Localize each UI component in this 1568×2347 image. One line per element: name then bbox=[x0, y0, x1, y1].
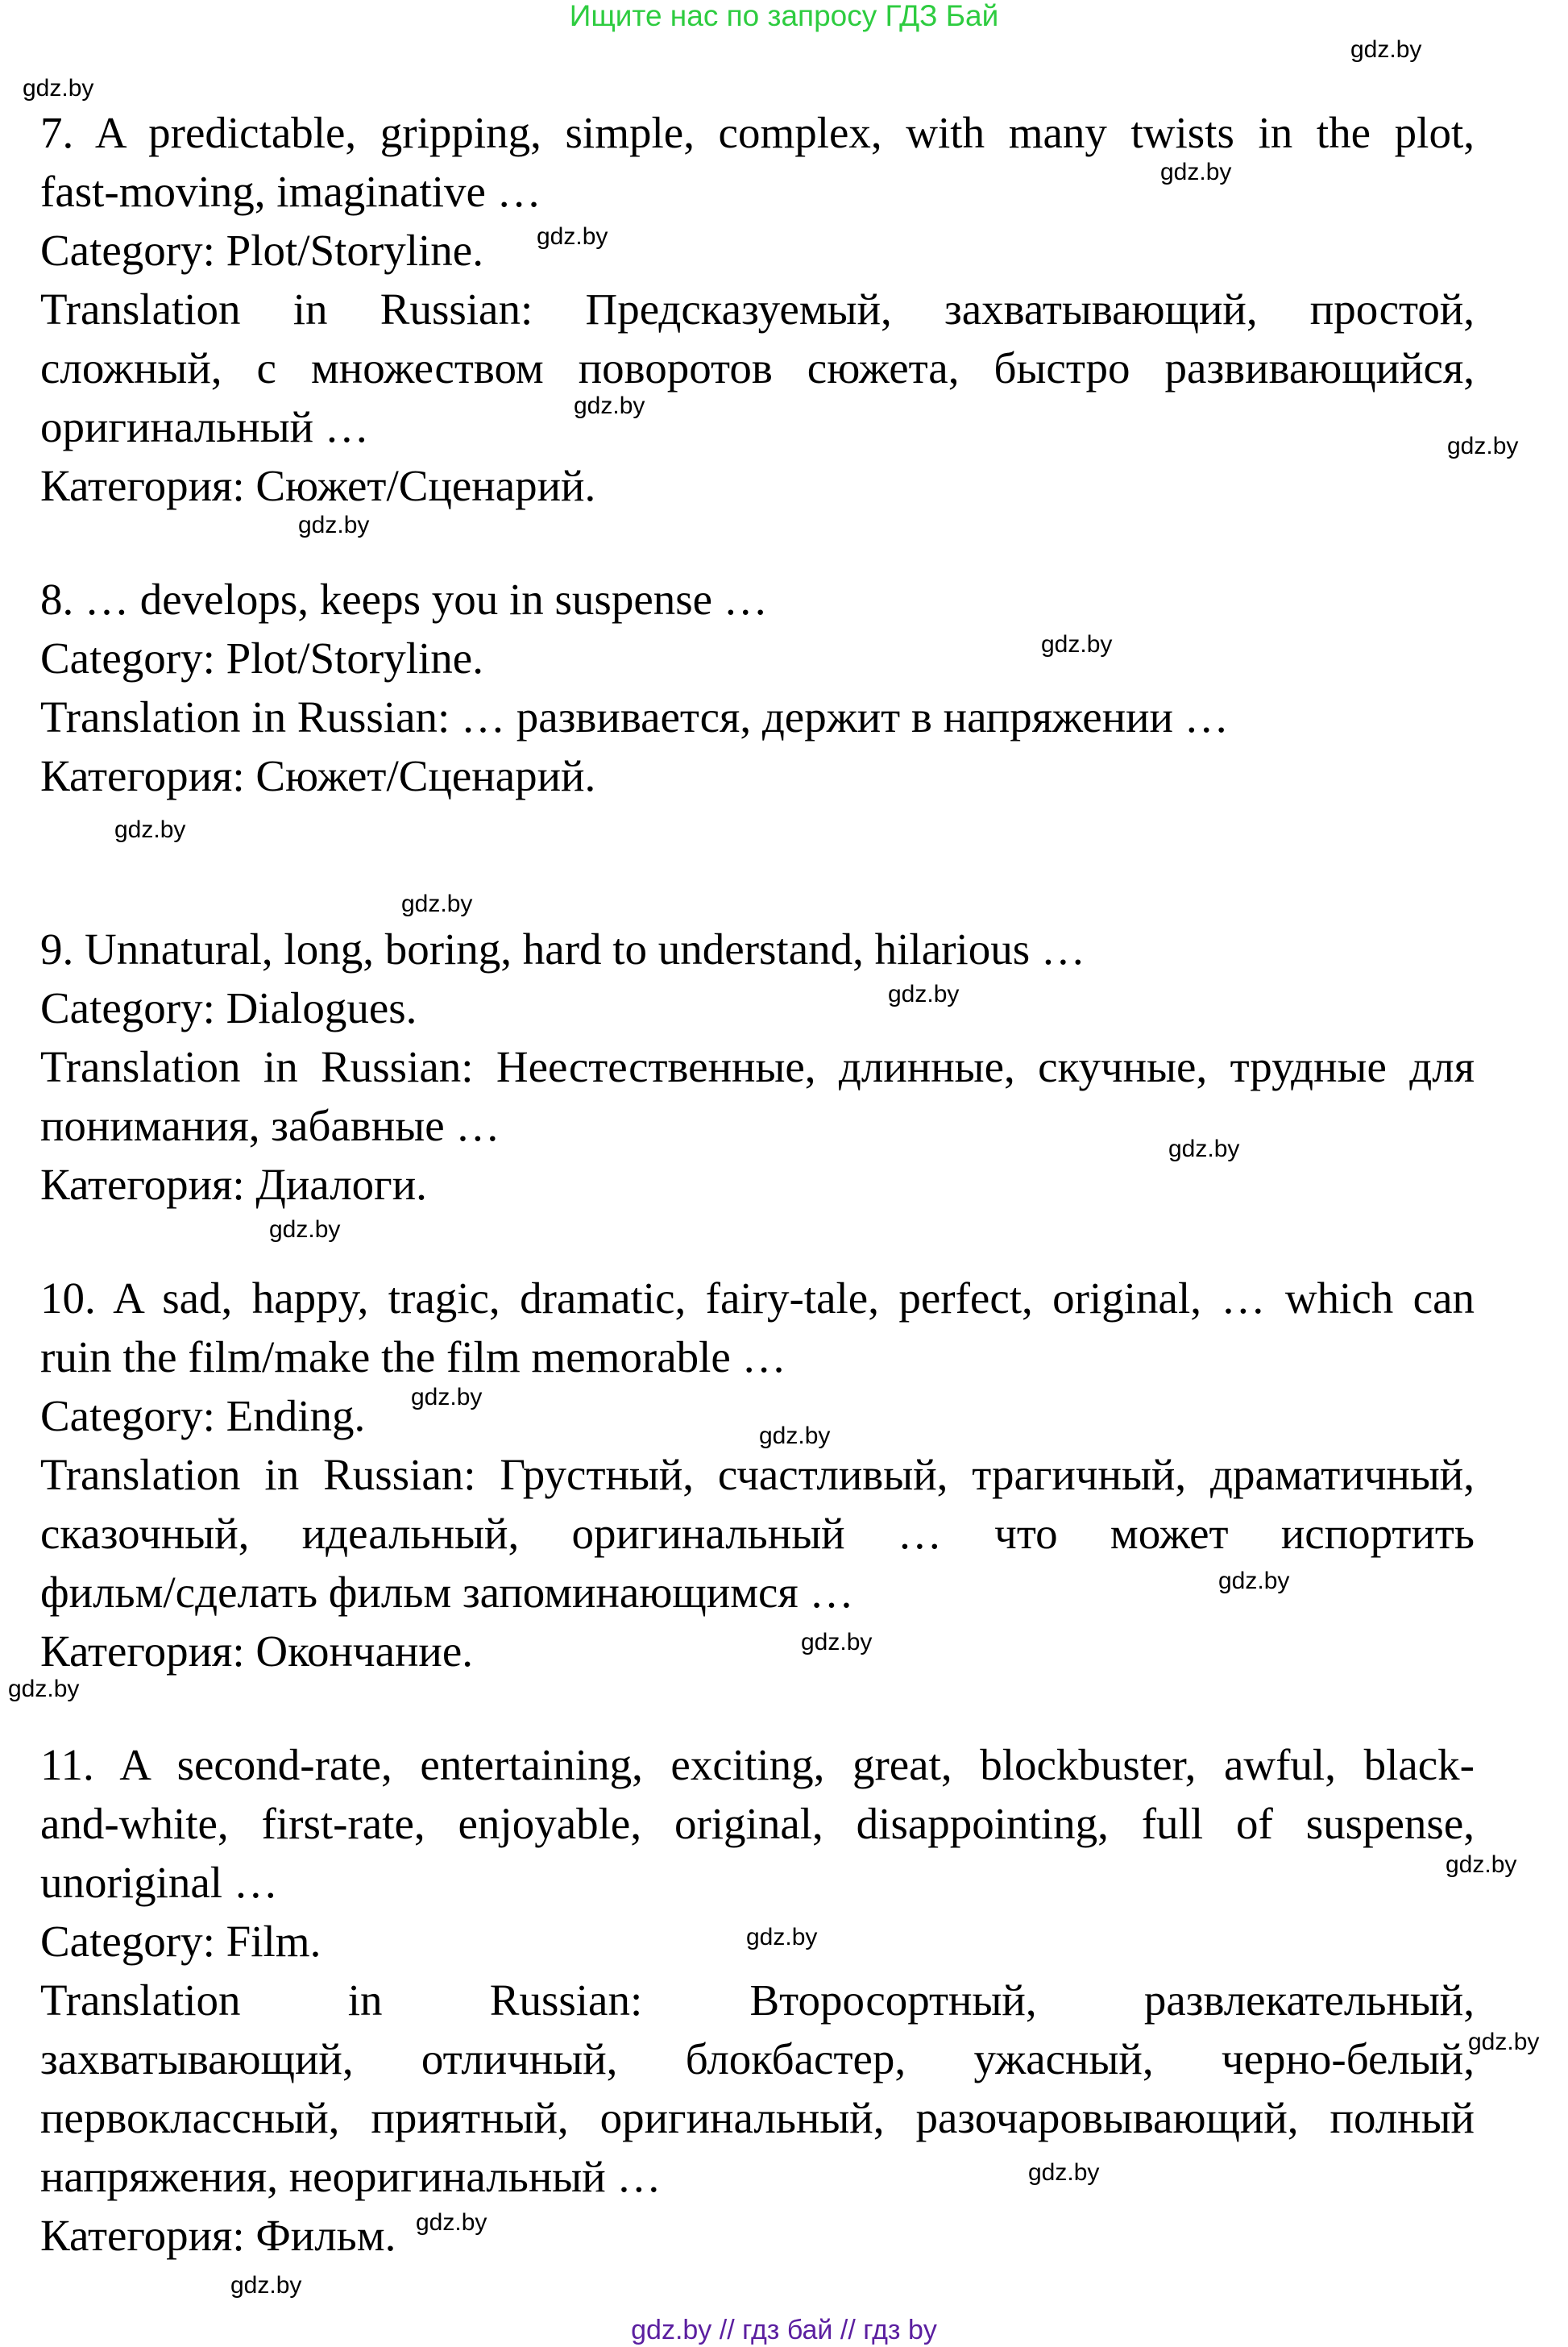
item-10-line-1: 10. A sad, happy, tragic, dramatic, fairy-tale, perfect, original, … which can bbox=[40, 1273, 1475, 1323]
footer-links[interactable]: gdz.by // гдз бай // гдз by bbox=[631, 2315, 937, 2345]
watermark: gdz.by bbox=[1447, 433, 1519, 459]
item-8-line-1: 8. … develops, keeps you in suspense … bbox=[40, 575, 768, 624]
search-banner[interactable]: Ищите нас по запросу ГДЗ Бай bbox=[569, 0, 999, 32]
watermark: gdz.by bbox=[8, 1676, 80, 1702]
watermark: gdz.by bbox=[1028, 2159, 1100, 2186]
item-10-translation-line-1: Translation in Russian: Грустный, счастливый, трагичный, драматичный, bbox=[40, 1450, 1475, 1499]
watermark: gdz.by bbox=[416, 2209, 487, 2236]
item-8-category: Category: Plot/Storyline. bbox=[40, 633, 483, 683]
item-10-line-2: ruin the film/make the film memorable … bbox=[40, 1332, 786, 1381]
watermark: gdz.by bbox=[411, 1384, 483, 1410]
item-10-translation-line-2: сказочный, идеальный, оригинальный … что может испортить bbox=[40, 1509, 1475, 1558]
item-9-category-ru: Категория: Диалоги. bbox=[40, 1160, 427, 1209]
watermark: gdz.by bbox=[1041, 631, 1113, 658]
item-9-line-1: 9. Unnatural, long, boring, hard to understand, hilarious … bbox=[40, 924, 1085, 974]
item-11-translation-line-4: напряжения, неоригинальный … bbox=[40, 2152, 662, 2201]
watermark: gdz.by bbox=[537, 223, 608, 250]
watermark: gdz.by bbox=[23, 75, 94, 102]
item-11-category-ru: Категория: Фильм. bbox=[40, 2211, 396, 2260]
item-7-category-ru: Категория: Сюжет/Сценарий. bbox=[40, 461, 596, 510]
item-10-translation-line-3: фильм/сделать фильм запоминающимся … bbox=[40, 1568, 854, 1617]
item-7-line-1: 7. A predictable, gripping, simple, complex, with many twists in the plot, bbox=[40, 108, 1475, 157]
item-11-translation-line-3: первоклассный, приятный, оригинальный, разочаровывающий, полный bbox=[40, 2093, 1475, 2142]
item-10-category: Category: Ending. bbox=[40, 1391, 366, 1440]
item-7-translation-line-3: оригинальный … bbox=[40, 402, 369, 451]
watermark: gdz.by bbox=[1468, 2029, 1540, 2055]
watermark: gdz.by bbox=[1218, 1568, 1290, 1594]
watermark: gdz.by bbox=[298, 512, 370, 538]
watermark: gdz.by bbox=[801, 1629, 873, 1655]
item-11-line-1: 11. A second-rate, entertaining, exciting, great, blockbuster, awful, black- bbox=[40, 1740, 1475, 1789]
item-7-line-2: fast-moving, imaginative … bbox=[40, 167, 541, 216]
item-8-translation: Translation in Russian: … развивается, держит в напряжении … bbox=[40, 692, 1229, 741]
watermark: gdz.by bbox=[759, 1423, 831, 1449]
watermark: gdz.by bbox=[114, 816, 186, 843]
item-9-translation-line-1: Translation in Russian: Неестественные, длинные, скучные, трудные для bbox=[40, 1042, 1475, 1091]
item-11-line-2: and-white, first-rate, enjoyable, original, disappointing, full of suspense, bbox=[40, 1799, 1475, 1848]
watermark: gdz.by bbox=[230, 2272, 302, 2299]
item-7-translation-line-1: Translation in Russian: Предсказуемый, захватывающий, простой, bbox=[40, 285, 1475, 334]
watermark: gdz.by bbox=[401, 891, 473, 917]
item-8-category-ru: Категория: Сюжет/Сценарий. bbox=[40, 751, 596, 800]
item-9-category: Category: Dialogues. bbox=[40, 983, 417, 1032]
watermark: gdz.by bbox=[1446, 1851, 1517, 1878]
item-11-category: Category: Film. bbox=[40, 1917, 321, 1966]
watermark: gdz.by bbox=[888, 981, 960, 1007]
item-7-translation-line-2: сложный, с множеством поворотов сюжета, быстро развивающийся, bbox=[40, 343, 1475, 393]
watermark: gdz.by bbox=[269, 1216, 341, 1243]
item-10-category-ru: Категория: Окончание. bbox=[40, 1626, 474, 1676]
watermark: gdz.by bbox=[746, 1924, 818, 1950]
item-11-translation-line-2: захватывающий, отличный, блокбастер, ужасный, черно-белый, bbox=[40, 2034, 1475, 2083]
item-7-category: Category: Plot/Storyline. bbox=[40, 226, 483, 275]
watermark: gdz.by bbox=[1350, 36, 1422, 63]
item-11-translation-line-1: Translation in Russian: Второсортный, развлекательный, bbox=[40, 1975, 1475, 2025]
watermark: gdz.by bbox=[1168, 1136, 1240, 1162]
watermark: gdz.by bbox=[574, 393, 645, 419]
item-11-line-3: unoriginal … bbox=[40, 1858, 278, 1907]
item-9-translation-line-2: понимания, забавные … bbox=[40, 1101, 500, 1150]
watermark: gdz.by bbox=[1160, 159, 1232, 185]
